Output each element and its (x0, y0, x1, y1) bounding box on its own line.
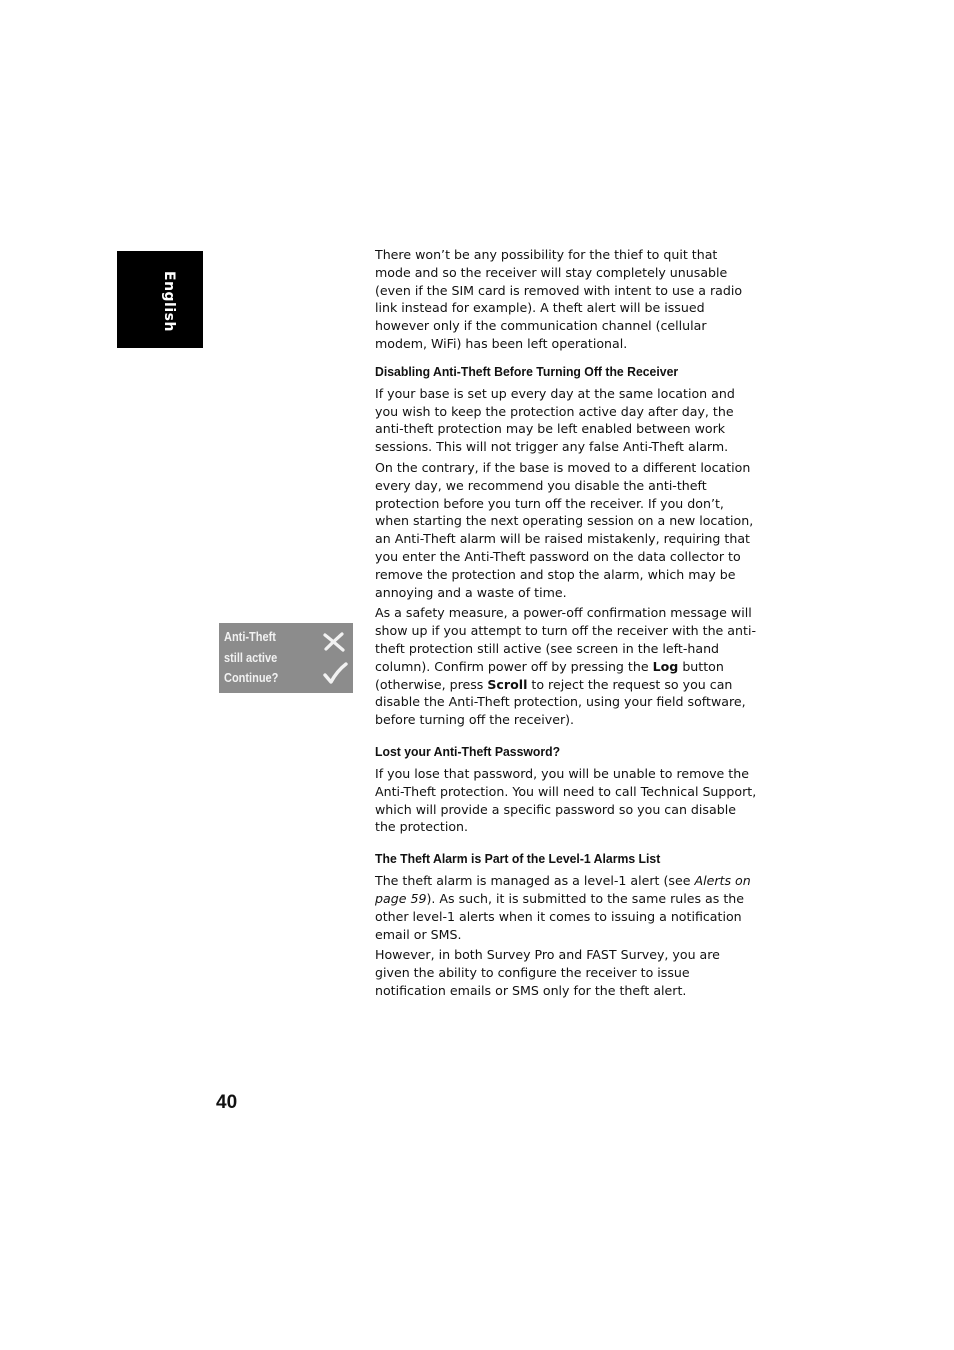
section-heading-disabling: Disabling Anti-Theft Before Turning Off the Receiver (375, 363, 679, 379)
paragraph: If you lose that password, you will be unable to remove the Anti-Theft protection. You will need to call Technical Support, which will provide a specific password so you can disable the protection. (375, 765, 757, 835)
scroll-button-name: Scroll (487, 676, 528, 692)
page-number: 40 (216, 1092, 238, 1113)
text-run: to reject the request so you can disable the Anti-Theft protection, using your field software, before turning off the receiver). (375, 676, 746, 728)
paragraph: However, in both Survey Pro and FAST Survey, you are given the ability to configure the receiver to issue notification emails or SMS only for the theft alert. (375, 947, 720, 998)
paragraph: If your base is set up every day at the same location and you wish to keep the protection active day after day, the anti-theft protection may be left enabled between work sessions. This will not trigger any false Anti-Theft alarm. (375, 385, 735, 455)
paragraph (375, 872, 757, 943)
section-heading-lost-password: Lost your Anti-Theft Password? (375, 743, 561, 759)
screen-line-2: still active (224, 650, 278, 665)
paragraph: On the contrary, if the base is moved to a different location every day, we recommend you disable the anti-theft protection before you turn off the receiver. If you don’t, when starting the next operating session on a new location, an Anti-Theft alarm will be raised mistakenly, requiring that you enter the Anti-Theft password on the data collector to remove the protection and stop the alarm, which may be annoying and a waste of time. (375, 459, 754, 600)
section-heading-theft-alarm: The Theft Alarm is Part of the Level-1 Alarms List (375, 851, 661, 867)
text-run: button (otherwise, press (375, 658, 724, 692)
screen-line-1: Anti-Theft (224, 630, 276, 644)
text-run: The theft alarm is managed as a level-1 alert (see (375, 873, 695, 889)
cancel-icon (322, 632, 346, 652)
screen-text (224, 627, 278, 689)
intro-paragraph: There won’t be any possibility for the thief to quit that mode and so the receiver will stay completely unusable (even if the SIM card is removed with intent to use a radio link instead for example). A theft alert will be issued however only if the communication channel (cellular modem, WiFi) has been left operational. (375, 247, 743, 351)
cross-reference: Alerts on page 59 (375, 873, 751, 906)
main-text-column (375, 246, 757, 1003)
paragraph (375, 604, 757, 729)
language-tab-label: English (161, 271, 177, 332)
language-tab (117, 251, 203, 348)
confirm-checkmark-icon (322, 662, 348, 686)
screen-line-3: Continue? (224, 671, 279, 685)
receiver-screen-illustration (219, 623, 353, 693)
log-button-name: Log (652, 658, 679, 674)
text-run: ). As such, it is submitted to the same rules as the other level-1 alerts when it comes to issuing a notification email or SMS. (375, 890, 745, 942)
text-run: As a safety measure, a power-off confirmation message will show up if you attempt to turn off the receiver with the anti-theft protection still active (see screen in the left-hand column). Confirm power off by pressing the (375, 605, 756, 674)
